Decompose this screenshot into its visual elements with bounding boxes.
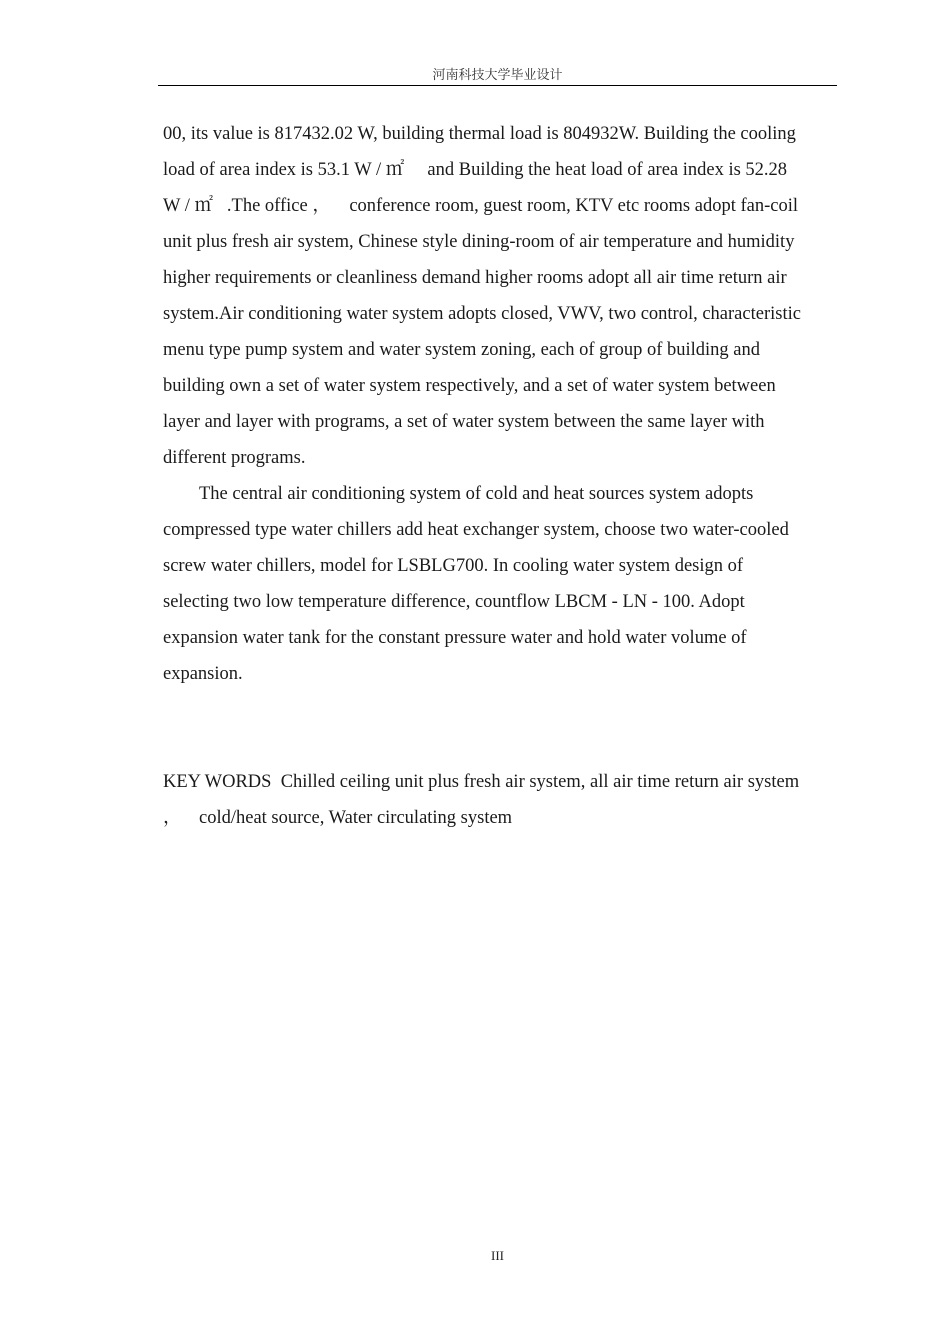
keywords-label: KEY WORDS	[163, 772, 272, 792]
header-title: 河南科技大学毕业设计	[432, 68, 563, 83]
section-spacer	[163, 692, 835, 764]
keywords-separator: ，	[163, 808, 182, 828]
header-divider	[158, 85, 837, 86]
paragraph-line: layer and layer with programs, a set of water system between the same layer with	[163, 412, 765, 432]
paragraph-line: selecting two low temperature difference, countflow LBCM - LN - 100. Adopt	[163, 592, 745, 612]
paragraph-line: expansion water tank for the constant pressure water and hold water volume of	[163, 628, 747, 648]
paragraph-line: different programs.	[163, 448, 306, 468]
keywords-line-1	[163, 764, 835, 800]
keywords-section	[163, 764, 835, 836]
paragraph-line: higher requirements or cleanliness demand higher rooms adopt all air time return air	[163, 268, 787, 288]
keywords-line-2	[163, 800, 835, 836]
page-number: III	[491, 1248, 504, 1263]
paragraph-line: building own a set of water system respectively, and a set of water system between	[163, 376, 776, 396]
paragraph-line: compressed type water chillers add heat exchanger system, choose two water-cooled	[163, 520, 789, 540]
paragraph-line: unit plus fresh air system, Chinese style dining-room of air temperature and humidity	[163, 232, 795, 252]
paragraph-line: menu type pump system and water system zoning, each of group of building and	[163, 340, 761, 360]
paragraph-line: 00, its value is 817432.02 W, building thermal load is 804932W. Building the cooling	[163, 124, 796, 144]
paragraph-line: The central air conditioning system of cold and heat sources system adopts	[199, 484, 754, 504]
abstract-paragraph-2	[163, 476, 835, 692]
paragraph-line: expansion.	[163, 664, 243, 684]
paragraph-line: load of area index is 53.1 W / ㎡ and Building the heat load of area index is 52.28	[163, 160, 788, 180]
keywords-text-continued: cold/heat source, Water circulating system	[199, 808, 513, 828]
paragraph-line: W / ㎡ .The office ， conference room, guest room, KTV etc rooms adopt fan-coil	[163, 196, 798, 216]
abstract-body	[163, 116, 835, 836]
paragraph-line: screw water chillers, model for LSBLG700. In cooling water system design of	[163, 556, 744, 576]
keywords-text: Chilled ceiling unit plus fresh air system, all air time return air system	[280, 772, 800, 792]
abstract-paragraph-1	[163, 116, 835, 476]
paragraph-line: system.Air conditioning water system adopts closed, VWV, two control, characteristic	[163, 304, 801, 324]
